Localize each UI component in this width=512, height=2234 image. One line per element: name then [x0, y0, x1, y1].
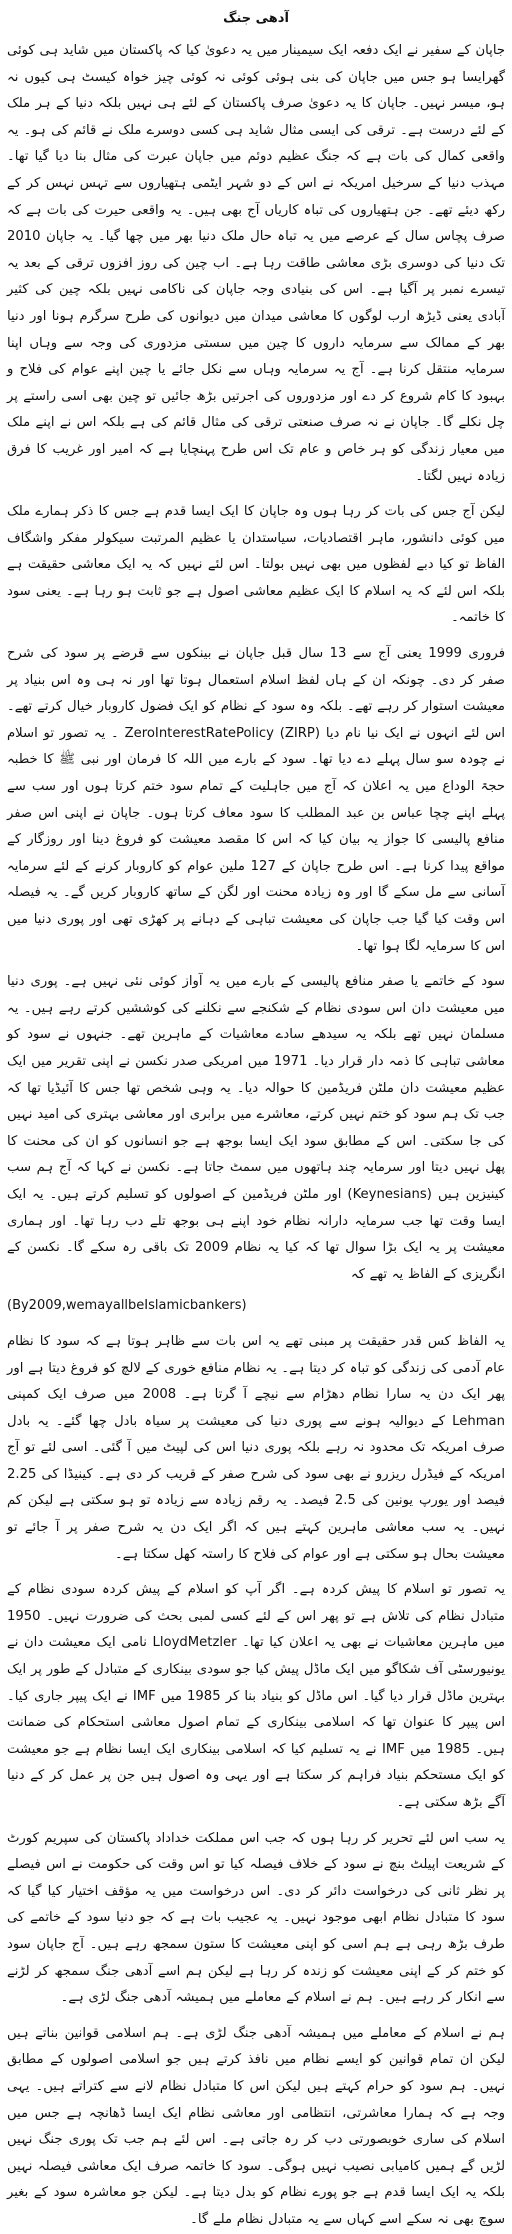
article-paragraph-1: جاپان کے سفیر نے ایک دفعہ ایک سیمینار میں یہ دعویٰ کیا کہ پاکستان میں شاید ہی کوئی گھرایسا ہو جس میں جاپان کی بنی ہوئی کوئی نہ کوئی چیز خواہ کیسٹ ہی کیوں نہ ہو، میسر نہیں۔ جاپان کا یہ دعویٰ صرف پاکستان کے لئے ہی نہیں بلکہ دنیا کے ہر ملک کے لئے درست ہے۔ ترقی کی ایسی مثال شاید ہی کسی دوسرے ملک نے قائم کی ہو۔ یہ واقعی کمال کی بات ہے کہ جنگ عظیم دوئم میں جاپان عبرت کی مثال بنا دیا گیا تھا۔ مہذب دنیا کے سرخیل امریکہ نے اس کے دو شہر ایٹمی ہتھیاروں سے تہس نہس کر کے رکھ دیئے تھے۔ جن ہتھیاروں کی تباہ کاریاں آج بھی ہیں۔ یہ واقعی حیرت کی بات ہے کہ صرف پچاس سال کے عرصے میں یہ تباہ حال ملک دنیا بھر میں چھا گیا۔ یہ جاپان 2010 تک دنیا کی دوسری بڑی معاشی طاقت رہا ہے۔ اب چین کی روز افزوں ترقی کے بعد یہ تیسرے نمبر پر آگیا ہے۔ اس کی بنیادی وجہ جاپان کی ناکامی نہیں بلکہ چین کی کثیر آبادی یعنی ڈیڑھ ارب لوگوں کا معاشی میدان میں دیوانوں کی طرح سرگرم ہونا اور دنیا بھر کے ممالک سے سرمایہ داروں کا چین میں سستی مزدوری کی وجہ سے وہاں اپنا سرمایہ منتقل کرنا ہے۔ آج یہ سرمایہ وہاں سے نکل جائے یا چین اپنے عوام کی فلاح و بہبود کا کام شروع کر دے اور مزدوروں کی اجرتیں بڑھ جائیں تو چین بھی اسی راستے پر چل نکلے گا۔ جاپان نے نہ صرف صنعتی ترقی کی مثال قائم کی ہے بلکہ اس نے اپنے ملک میں معیار زندگی کو ہر خاص و عام تک اس طرح پہنچایا ہے کہ امیر اور غریب کا فرق زیادہ نہیں لگتا۔: [7, 43, 505, 484]
article-paragraph-8: ہم نے اسلام کے معاملے میں ہمیشہ آدھی جنگ لڑی ہے۔ ہم اسلامی قوانین بناتے ہیں لیکن ان تمام قوانین کو ایسے نظام میں نافذ کرتے ہیں جو اسلامی اصولوں کے مطابق نہیں۔ ہم سود کو حرام کہتے ہیں لیکن اس کا متبادل نظام لانے سے کتراتے ہیں۔ یہی وجہ ہے کہ ہمارا معاشرتی، انتظامی اور معاشی نظام ایک ایسا ڈھانچہ ہے جس میں اسلام کی ساری خوبصورتی دب کر رہ جاتی ہے۔ اس لئے ہم جب تک پوری جنگ نہیں لڑیں گے ہمیں کامیابی نصیب نہیں ہوگی۔ سود کا خاتمہ صرف ایک معاشی فیصلہ نہیں بلکہ یہ ایک ایسا قدم ہے جو پورے نظام کو بدل دیتا ہے۔ لیکن جو معاشرہ سود کے بغیر سوچ بھی نہ سکے اسے کہاں سے یہ متبادل نظام ملے گا۔: [7, 2025, 505, 2227]
article-paragraph-6: یہ تصور تو اسلام کا پیش کردہ ہے۔ اگر آپ کو اسلام کے پیش کردہ سودی نظام کے متبادل نظام کی تلاش ہے تو پھر اس کے لئے کسی لمبی بحث کی ضرورت نہیں۔ 1950 میں ماہرین معاشیات نے بھی یہ اعلان کیا تھا۔ LloydMetzler نامی ایک معیشت دان نے یونیورسٹی آف شکاگو میں ایک ماڈل پیش کیا جو سودی بینکاری کے متبادل کے طور پر ایک بہترین ماڈل قرار دیا گیا۔ اس ماڈل کو بنیاد بنا کر 1985 میں IMF نے ایک پیپر جاری کیا۔ اس پیپر کا عنوان تھا کہ اسلامی بینکاری کے تمام اصول معاشی استحکام کی ضمانت ہیں۔ 1985 میں IMF نے یہ تسلیم کیا کہ اسلامی بینکاری ایک ایسا نظام ہے جو معیشت کو ایک مستحکم بنیاد فراہم کر سکتا ہے اور یہی وہ اصول ہیں جن پر عمل کر کے دنیا آگے بڑھ سکتی ہے۔: [7, 1582, 506, 1810]
article-paragraph-7: یہ سب اس لئے تحریر کر رہا ہوں کہ جب اس مملکت خداداد پاکستان کی سپریم کورٹ کے شریعت اپیلٹ بنچ نے سود کے خلاف فیصلہ کیا تو اس وقت کی حکومت نے اس فیصلے پر نظر ثانی کی درخواست دائر کر دی۔ اس درخواست میں یہ مؤقف اختیار کیا گیا کہ سود کا متبادل نظام ابھی موجود نہیں۔ یہ عجیب بات ہے کہ جو دنیا سود کے خاتمے کی طرف بڑھ رہی ہے ہم اسی کو اپنی معیشت کا ستون سمجھ رہے ہیں۔ آج جاپان سود کو ختم کر کے اپنی معیشت کو زندہ کر رہا ہے لیکن ہم اسے آدھی جنگ سمجھ کر لڑنے سے انکار کر رہے ہیں۔ ہم نے اسلام کے معاملے میں ہمیشہ آدھی جنگ لڑی ہے۔: [7, 1830, 505, 2006]
article-paragraph-3: فروری 1999 یعنی آج سے 13 سال قبل جاپان نے بینکوں سے قرضے پر سود کی شرح صفر کر دی۔ چونکہ ان کے ہاں لفظ اسلام استعمال ہوتا تھا اور نہ ہی وہ اس بنیاد پر معیشت استوار کر رہے تھے۔ بلکہ وہ سود کے نظام کو ایک فضول کاروبار خیال کرتے تھے۔ اس لئے انہوں نے ایک نیا نام دیا ZeroInterestRatePolicy (ZIRP) ۔ یہ تصور تو اسلام نے چودہ سو سال پہلے دے دیا تھا۔ سود کے بارے میں اللہ کا فرمان اور نبی ﷺ کا خطبہ حجۃ الوداع میں یہ اعلان کہ آج میں جاہلیت کے تمام سود ختم کرتا ہوں اور سب سے پہلے اپنے چچا عباس بن عبد المطلب کا سود معاف کرتا ہوں۔ جاپان نے اپنی اس صفر منافع پالیسی کا جواز یہ بیان کیا کہ اس کا مقصد معیشت کو فروغ دینا اور روزگار کے مواقع پیدا کرنا ہے۔ اس طرح جاپان کے 127 ملین عوام کو کاروبار کرنے کے لئے سرمایہ آسانی سے مل سکے گا اور وہ زیادہ محنت اور لگن کے ساتھ کاروبار کریں گے۔ یہ فیصلہ اس وقت کیا گیا جب جاپان کی معیشت تباہی کے دہانے پر کھڑی تھی اور پوری دنیا میں اس کا سرمایہ لگا ہوا تھا۔: [7, 646, 505, 954]
article-paragraph-4: سود کے خاتمے یا صفر منافع پالیسی کے بارے میں یہ آواز کوئی نئی نہیں ہے۔ پوری دنیا میں معیشت دان اس سودی نظام کے شکنجے سے نکلنے کی کوششیں کرتے رہے ہیں۔ یہ مسلمان نہیں تھے بلکہ یہ سیدھے سادے معاشیات کے ماہرین تھے۔ جنہوں نے سود کو معاشی تباہی کا ذمہ دار قرار دیا۔ 1971 میں امریکی صدر نکسن نے اپنی تقریر میں ایک عظیم معیشت دان ملٹن فریڈمین کا حوالہ دیا۔ یہ وہی شخص تھا جس کا آئیڈیا تھا کہ جب تک ہم سود کو ختم نہیں کرتے، معاشرے میں برابری اور معاشی بہتری کی امید نہیں کی جا سکتی۔ اس کے مطابق سود ایک ایسا بوجھ ہے جو انسانوں کو ان کی محنت کا پھل نہیں دیتا اور سرمایہ چند ہاتھوں میں سمٹ جاتا ہے۔ نکسن نے کہا کہ آج ہم سب کینیزین ہیں (Keynesians) اور ملٹن فریڈمین کے اصولوں کو تسلیم کرتے ہیں۔ یہ ایک ایسا وقت تھا جب سرمایہ دارانہ نظام خود اپنے ہی بوجھ تلے دب رہا تھا۔ اور ہماری معیشت پر یہ ایک بڑا سوال تھا کہ کیا یہ نظام 2009 تک باقی رہ سکے گا۔ نکسن کے انگریزی کے الفاظ یہ تھے کہ: [7, 974, 506, 1282]
article-paragraph-2: لیکن آج جس کی بات کر رہا ہوں وہ جاپان کا ایک ایسا قدم ہے جس کا ذکر ہمارے ملک میں کوئی دانشور، ماہر اقتصادیات، سیاستدان یا عظیم المرتبت سیکولر مفکر واشگاف الفاظ تو کیا دبے لفظوں میں بھی نہیں بولتا۔ اس لئے نہیں کہ یہ ایک معاشی حقیقت ہے بلکہ اس لئے کہ یہ اسلام کا ایک عظیم معاشی اصول ہے جو ثابت ہو رہا ہے۔ یعنی سود کا خاتمہ۔: [7, 504, 505, 626]
article-paragraph-5: یہ الفاظ کس قدر حقیقت پر مبنی تھے یہ اس بات سے ظاہر ہوتا ہے کہ سود کا نظام عام آدمی کی زندگی کو تباہ کر دیتا ہے۔ یہ نظام منافع خوری کے لالچ کو فروغ دیتا ہے اور پھر ایک دن یہ سارا نظام دھڑام سے نیچے آ گرتا ہے۔ 2008 میں صرف ایک کمپنی Lehman کے دیوالیہ ہونے سے پوری دنیا کی معیشت پر سیاہ بادل چھا گئے۔ یہ بادل صرف امریکہ تک محدود نہ رہے بلکہ پوری دنیا اس کی لپیٹ میں آ گئی۔ اسی لئے تو آج امریکہ کے فیڈرل ریزرو نے بھی سود کی شرح صفر کے قریب کر دی ہے۔ کینیڈا کی 2.25 فیصد اور یورپ یونین کی 2.5 فیصد۔ یہ رقم زیادہ سے زیادہ تو ہو سکتی ہے لیکن کم نہیں۔ یہ سب معاشی ماہرین کہتے ہیں کہ اگر ایک دن یہ شرح صفر پر آ جائے تو معیشت بحال ہو سکتی ہے اور عوام کی فلاح کا راستہ کھل سکتا ہے۔: [7, 1333, 505, 1562]
article-quote-english: (By2009,wemayallbeIslamicbankers): [7, 1298, 247, 1314]
article-title: آدھی جنگ: [223, 11, 289, 26]
